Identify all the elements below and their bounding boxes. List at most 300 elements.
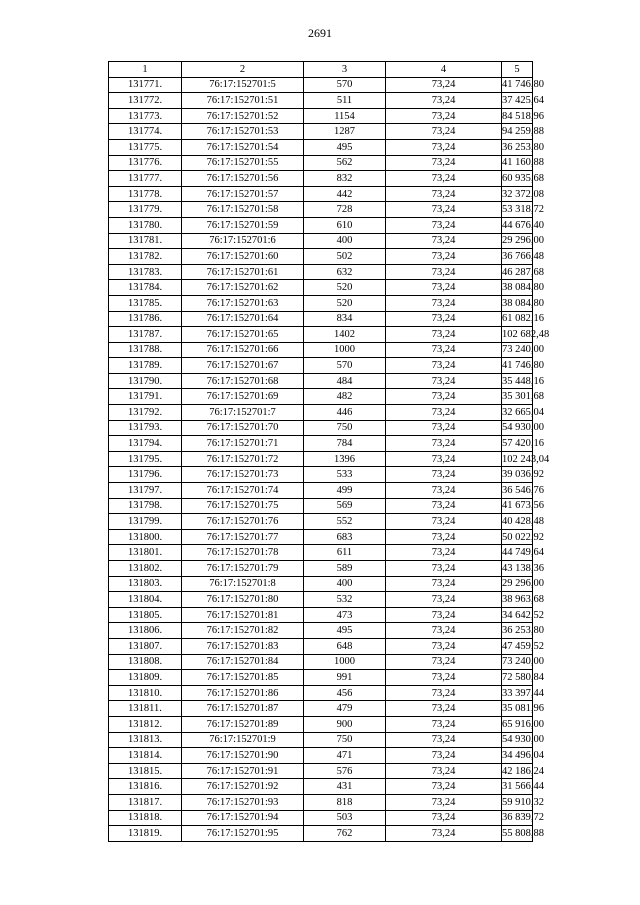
rate-cell: 73,24 [386, 405, 502, 421]
rate-cell: 73,24 [386, 139, 502, 155]
area-cell: 442 [304, 186, 386, 202]
rate-cell: 73,24 [386, 810, 502, 826]
cadastral-number-cell: 76:17:152701:95 [182, 826, 304, 842]
table-row [109, 654, 533, 670]
cadastral-number-cell: 76:17:152701:89 [182, 716, 304, 732]
cadastral-number-cell: 76:17:152701:75 [182, 498, 304, 514]
row-number-cell: 131789. [109, 358, 182, 374]
amount-cell: 65 916,00 [502, 716, 533, 732]
amount-cell: 36 766,48 [502, 249, 533, 265]
row-number-cell: 131818. [109, 810, 182, 826]
cadastral-number-cell: 76:17:152701:79 [182, 561, 304, 577]
table-row [109, 592, 533, 608]
rate-cell: 73,24 [386, 389, 502, 405]
row-number-cell: 131811. [109, 701, 182, 717]
table-row [109, 373, 533, 389]
amount-cell: 33 397,44 [502, 685, 533, 701]
rate-cell: 73,24 [386, 420, 502, 436]
rate-cell: 73,24 [386, 77, 502, 93]
cadastral-number-cell: 76:17:152701:62 [182, 280, 304, 296]
table-row [109, 529, 533, 545]
cadastral-number-cell: 76:17:152701:53 [182, 124, 304, 140]
area-cell: 762 [304, 826, 386, 842]
cadastral-number-cell: 76:17:152701:91 [182, 763, 304, 779]
table-row [109, 155, 533, 171]
cadastral-number-cell: 76:17:152701:71 [182, 436, 304, 452]
amount-cell: 37 425,64 [502, 93, 533, 109]
table-row [109, 358, 533, 374]
table-body [109, 77, 550, 841]
table-row [109, 280, 533, 296]
amount-cell: 39 036,92 [502, 467, 533, 483]
row-number-cell: 131799. [109, 514, 182, 530]
table-row [109, 139, 533, 155]
area-cell: 1396 [304, 451, 386, 467]
row-number-cell: 131793. [109, 420, 182, 436]
row-number-cell: 131801. [109, 545, 182, 561]
cadastral-number-cell: 76:17:152701:63 [182, 295, 304, 311]
table-row [109, 202, 533, 218]
row-number-cell: 131808. [109, 654, 182, 670]
cadastral-number-cell: 76:17:152701:86 [182, 685, 304, 701]
table-row [109, 561, 533, 577]
rate-cell: 73,24 [386, 233, 502, 249]
cadastral-number-cell: 76:17:152701:5 [182, 77, 304, 93]
row-number-cell: 131805. [109, 607, 182, 623]
column-header-5: 5 [502, 62, 533, 78]
rate-cell: 73,24 [386, 264, 502, 280]
table-row [109, 389, 533, 405]
area-cell: 750 [304, 420, 386, 436]
row-number-cell: 131810. [109, 685, 182, 701]
rate-cell: 73,24 [386, 373, 502, 389]
row-number-cell: 131775. [109, 139, 182, 155]
rate-cell: 73,24 [386, 436, 502, 452]
table-row [109, 748, 533, 764]
rate-cell: 73,24 [386, 794, 502, 810]
row-number-cell: 131796. [109, 467, 182, 483]
rate-cell: 73,24 [386, 358, 502, 374]
cadastral-number-cell: 76:17:152701:93 [182, 794, 304, 810]
table-row [109, 670, 533, 686]
rate-cell: 73,24 [386, 514, 502, 530]
area-cell: 482 [304, 389, 386, 405]
cadastral-number-cell: 76:17:152701:59 [182, 217, 304, 233]
table-row [109, 794, 533, 810]
cadastral-number-cell: 76:17:152701:84 [182, 654, 304, 670]
amount-cell: 41 673,56 [502, 498, 533, 514]
row-number-cell: 131803. [109, 576, 182, 592]
rate-cell: 73,24 [386, 545, 502, 561]
row-number-cell: 131802. [109, 561, 182, 577]
table-header [109, 62, 533, 78]
cadastral-number-cell: 76:17:152701:74 [182, 483, 304, 499]
rate-cell: 73,24 [386, 249, 502, 265]
rate-cell: 73,24 [386, 748, 502, 764]
cadastral-number-cell: 76:17:152701:77 [182, 529, 304, 545]
amount-cell: 94 259,88 [502, 124, 533, 140]
row-number-cell: 131779. [109, 202, 182, 218]
area-cell: 570 [304, 358, 386, 374]
rate-cell: 73,24 [386, 295, 502, 311]
row-number-cell: 131817. [109, 794, 182, 810]
row-number-cell: 131784. [109, 280, 182, 296]
amount-cell: 38 963,68 [502, 592, 533, 608]
rate-cell: 73,24 [386, 467, 502, 483]
row-number-cell: 131781. [109, 233, 182, 249]
cadastral-number-cell: 76:17:152701:94 [182, 810, 304, 826]
table-row [109, 249, 533, 265]
rate-cell: 73,24 [386, 607, 502, 623]
table-row [109, 217, 533, 233]
cadastral-number-cell: 76:17:152701:8 [182, 576, 304, 592]
area-cell: 400 [304, 233, 386, 249]
table-row [109, 108, 533, 124]
amount-cell: 32 665,04 [502, 405, 533, 421]
row-number-cell: 131807. [109, 638, 182, 654]
table-row [109, 732, 533, 748]
row-number-cell: 131790. [109, 373, 182, 389]
rate-cell: 73,24 [386, 670, 502, 686]
amount-cell: 35 081,96 [502, 701, 533, 717]
area-cell: 728 [304, 202, 386, 218]
area-cell: 532 [304, 592, 386, 608]
row-number-cell: 131778. [109, 186, 182, 202]
cadastral-number-cell: 76:17:152701:73 [182, 467, 304, 483]
amount-cell: 47 459,52 [502, 638, 533, 654]
table-row [109, 233, 533, 249]
rate-cell: 73,24 [386, 280, 502, 296]
row-number-cell: 131786. [109, 311, 182, 327]
area-cell: 503 [304, 810, 386, 826]
amount-cell: 34 642,52 [502, 607, 533, 623]
amount-cell: 38 084,80 [502, 280, 533, 296]
column-header-1: 1 [109, 62, 182, 78]
table-row [109, 545, 533, 561]
row-number-cell: 131772. [109, 93, 182, 109]
row-number-cell: 131814. [109, 748, 182, 764]
table-row [109, 342, 533, 358]
area-cell: 589 [304, 561, 386, 577]
table-row [109, 685, 533, 701]
amount-cell: 50 022,92 [502, 529, 533, 545]
area-cell: 834 [304, 311, 386, 327]
row-number-cell: 131788. [109, 342, 182, 358]
table-row [109, 420, 533, 436]
amount-cell: 41 160,88 [502, 155, 533, 171]
amount-cell: 60 935,68 [502, 171, 533, 187]
table-row [109, 716, 533, 732]
amount-cell: 34 496,04 [502, 748, 533, 764]
area-cell: 569 [304, 498, 386, 514]
amount-cell: 61 082,16 [502, 311, 533, 327]
amount-cell: 32 372,08 [502, 186, 533, 202]
rate-cell: 73,24 [386, 498, 502, 514]
row-number-cell: 131777. [109, 171, 182, 187]
row-number-cell: 131795. [109, 451, 182, 467]
amount-cell: 102 682,48 [502, 327, 533, 343]
amount-cell: 73 240,00 [502, 654, 533, 670]
area-cell: 456 [304, 685, 386, 701]
area-cell: 832 [304, 171, 386, 187]
cadastral-number-cell: 76:17:152701:58 [182, 202, 304, 218]
rate-cell: 73,24 [386, 124, 502, 140]
cadastral-number-cell: 76:17:152701:7 [182, 405, 304, 421]
cadastral-number-cell: 76:17:152701:81 [182, 607, 304, 623]
area-cell: 784 [304, 436, 386, 452]
column-header-4: 4 [386, 62, 502, 78]
table-row [109, 638, 533, 654]
cadastral-number-cell: 76:17:152701:87 [182, 701, 304, 717]
area-cell: 533 [304, 467, 386, 483]
cadastral-number-cell: 76:17:152701:52 [182, 108, 304, 124]
cadastral-number-cell: 76:17:152701:82 [182, 623, 304, 639]
table-row [109, 623, 533, 639]
row-number-cell: 131776. [109, 155, 182, 171]
amount-cell: 41 746,80 [502, 77, 533, 93]
cadastral-number-cell: 76:17:152701:61 [182, 264, 304, 280]
area-cell: 1402 [304, 327, 386, 343]
amount-cell: 59 910,32 [502, 794, 533, 810]
amount-cell: 40 428,48 [502, 514, 533, 530]
cadastral-number-cell: 76:17:152701:83 [182, 638, 304, 654]
row-number-cell: 131782. [109, 249, 182, 265]
amount-cell: 43 138,36 [502, 561, 533, 577]
cadastral-number-cell: 76:17:152701:69 [182, 389, 304, 405]
rate-cell: 73,24 [386, 638, 502, 654]
rate-cell: 73,24 [386, 327, 502, 343]
rate-cell: 73,24 [386, 592, 502, 608]
amount-cell: 53 318,72 [502, 202, 533, 218]
area-cell: 520 [304, 295, 386, 311]
cadastral-number-cell: 76:17:152701:78 [182, 545, 304, 561]
amount-cell: 38 084,80 [502, 295, 533, 311]
area-cell: 495 [304, 139, 386, 155]
table-row [109, 295, 533, 311]
column-header-3: 3 [304, 62, 386, 78]
table-row [109, 467, 533, 483]
rate-cell: 73,24 [386, 342, 502, 358]
amount-cell: 44 749,64 [502, 545, 533, 561]
amount-cell: 72 580,84 [502, 670, 533, 686]
rate-cell: 73,24 [386, 623, 502, 639]
amount-cell: 29 296,00 [502, 233, 533, 249]
row-number-cell: 131792. [109, 405, 182, 421]
cadastral-number-cell: 76:17:152701:51 [182, 93, 304, 109]
table-row [109, 451, 533, 467]
amount-cell: 54 930,00 [502, 732, 533, 748]
row-number-cell: 131783. [109, 264, 182, 280]
rate-cell: 73,24 [386, 763, 502, 779]
amount-cell: 35 448,16 [502, 373, 533, 389]
row-number-cell: 131797. [109, 483, 182, 499]
rate-cell: 73,24 [386, 654, 502, 670]
cadastral-number-cell: 76:17:152701:65 [182, 327, 304, 343]
cadastral-number-cell: 76:17:152701:70 [182, 420, 304, 436]
area-cell: 1000 [304, 342, 386, 358]
row-number-cell: 131809. [109, 670, 182, 686]
cadastral-number-cell: 76:17:152701:68 [182, 373, 304, 389]
area-cell: 484 [304, 373, 386, 389]
table-row [109, 436, 533, 452]
row-number-cell: 131816. [109, 779, 182, 795]
row-number-cell: 131819. [109, 826, 182, 842]
table-row [109, 327, 533, 343]
area-cell: 1000 [304, 654, 386, 670]
row-number-cell: 131773. [109, 108, 182, 124]
amount-cell: 73 240,00 [502, 342, 533, 358]
amount-cell: 36 253,80 [502, 623, 533, 639]
area-cell: 446 [304, 405, 386, 421]
table-row [109, 576, 533, 592]
row-number-cell: 131798. [109, 498, 182, 514]
row-number-cell: 131815. [109, 763, 182, 779]
cadastral-number-cell: 76:17:152701:56 [182, 171, 304, 187]
rate-cell: 73,24 [386, 171, 502, 187]
area-cell: 499 [304, 483, 386, 499]
table-row [109, 405, 533, 421]
column-header-2: 2 [182, 62, 304, 78]
cadastral-number-cell: 76:17:152701:76 [182, 514, 304, 530]
amount-cell: 41 746,80 [502, 358, 533, 374]
amount-cell: 29 296,00 [502, 576, 533, 592]
cadastral-number-cell: 76:17:152701:6 [182, 233, 304, 249]
rate-cell: 73,24 [386, 701, 502, 717]
cadastral-number-cell: 76:17:152701:92 [182, 779, 304, 795]
row-number-cell: 131806. [109, 623, 182, 639]
amount-cell: 42 186,24 [502, 763, 533, 779]
table-row [109, 124, 533, 140]
cadastral-number-cell: 76:17:152701:80 [182, 592, 304, 608]
table-row [109, 607, 533, 623]
cadastral-number-cell: 76:17:152701:9 [182, 732, 304, 748]
area-cell: 648 [304, 638, 386, 654]
row-number-cell: 131791. [109, 389, 182, 405]
area-cell: 473 [304, 607, 386, 623]
area-cell: 495 [304, 623, 386, 639]
area-cell: 511 [304, 93, 386, 109]
rate-cell: 73,24 [386, 826, 502, 842]
rate-cell: 73,24 [386, 576, 502, 592]
table-row [109, 779, 533, 795]
rate-cell: 73,24 [386, 186, 502, 202]
table-row [109, 810, 533, 826]
row-number-cell: 131787. [109, 327, 182, 343]
area-cell: 471 [304, 748, 386, 764]
area-cell: 900 [304, 716, 386, 732]
rate-cell: 73,24 [386, 155, 502, 171]
row-number-cell: 131804. [109, 592, 182, 608]
row-number-cell: 131785. [109, 295, 182, 311]
row-number-cell: 131771. [109, 77, 182, 93]
table-row [109, 171, 533, 187]
row-number-cell: 131774. [109, 124, 182, 140]
rate-cell: 73,24 [386, 93, 502, 109]
table-row [109, 77, 533, 93]
cadastral-number-cell: 76:17:152701:85 [182, 670, 304, 686]
amount-cell: 36 253,80 [502, 139, 533, 155]
cadastral-number-cell: 76:17:152701:60 [182, 249, 304, 265]
area-cell: 431 [304, 779, 386, 795]
header-row [109, 62, 533, 78]
rate-cell: 73,24 [386, 529, 502, 545]
table-row [109, 483, 533, 499]
row-number-cell: 131780. [109, 217, 182, 233]
cadastral-number-cell: 76:17:152701:57 [182, 186, 304, 202]
area-cell: 520 [304, 280, 386, 296]
row-number-cell: 131813. [109, 732, 182, 748]
cadastral-number-cell: 76:17:152701:64 [182, 311, 304, 327]
amount-cell: 46 287,68 [502, 264, 533, 280]
row-number-cell: 131800. [109, 529, 182, 545]
rate-cell: 73,24 [386, 732, 502, 748]
amount-cell: 35 301,68 [502, 389, 533, 405]
area-cell: 818 [304, 794, 386, 810]
amount-cell: 54 930,00 [502, 420, 533, 436]
data-table [108, 61, 550, 842]
amount-cell: 31 566,44 [502, 779, 533, 795]
row-number-cell: 131812. [109, 716, 182, 732]
area-cell: 570 [304, 77, 386, 93]
area-cell: 552 [304, 514, 386, 530]
table-row [109, 186, 533, 202]
amount-cell: 57 420,16 [502, 436, 533, 452]
area-cell: 991 [304, 670, 386, 686]
amount-cell: 55 808,88 [502, 826, 533, 842]
area-cell: 1154 [304, 108, 386, 124]
area-cell: 611 [304, 545, 386, 561]
table-row [109, 498, 533, 514]
area-cell: 683 [304, 529, 386, 545]
cadastral-number-cell: 76:17:152701:90 [182, 748, 304, 764]
area-cell: 562 [304, 155, 386, 171]
rate-cell: 73,24 [386, 779, 502, 795]
rate-cell: 73,24 [386, 716, 502, 732]
area-cell: 750 [304, 732, 386, 748]
amount-cell: 36 546,76 [502, 483, 533, 499]
row-number-cell: 131794. [109, 436, 182, 452]
rate-cell: 73,24 [386, 561, 502, 577]
area-cell: 576 [304, 763, 386, 779]
rate-cell: 73,24 [386, 217, 502, 233]
area-cell: 502 [304, 249, 386, 265]
rate-cell: 73,24 [386, 311, 502, 327]
cadastral-number-cell: 76:17:152701:72 [182, 451, 304, 467]
cadastral-number-cell: 76:17:152701:67 [182, 358, 304, 374]
rate-cell: 73,24 [386, 451, 502, 467]
cadastral-number-cell: 76:17:152701:55 [182, 155, 304, 171]
table-row [109, 264, 533, 280]
table-row [109, 701, 533, 717]
rate-cell: 73,24 [386, 483, 502, 499]
table-row [109, 93, 533, 109]
amount-cell: 84 518,96 [502, 108, 533, 124]
table-row [109, 826, 533, 842]
area-cell: 1287 [304, 124, 386, 140]
rate-cell: 73,24 [386, 685, 502, 701]
amount-cell: 102 243,04 [502, 451, 533, 467]
page-number: 2691 [308, 26, 332, 40]
rate-cell: 73,24 [386, 202, 502, 218]
area-cell: 479 [304, 701, 386, 717]
area-cell: 610 [304, 217, 386, 233]
area-cell: 632 [304, 264, 386, 280]
cadastral-number-cell: 76:17:152701:66 [182, 342, 304, 358]
table-row [109, 514, 533, 530]
amount-cell: 36 839,72 [502, 810, 533, 826]
table-row [109, 311, 533, 327]
area-cell: 400 [304, 576, 386, 592]
